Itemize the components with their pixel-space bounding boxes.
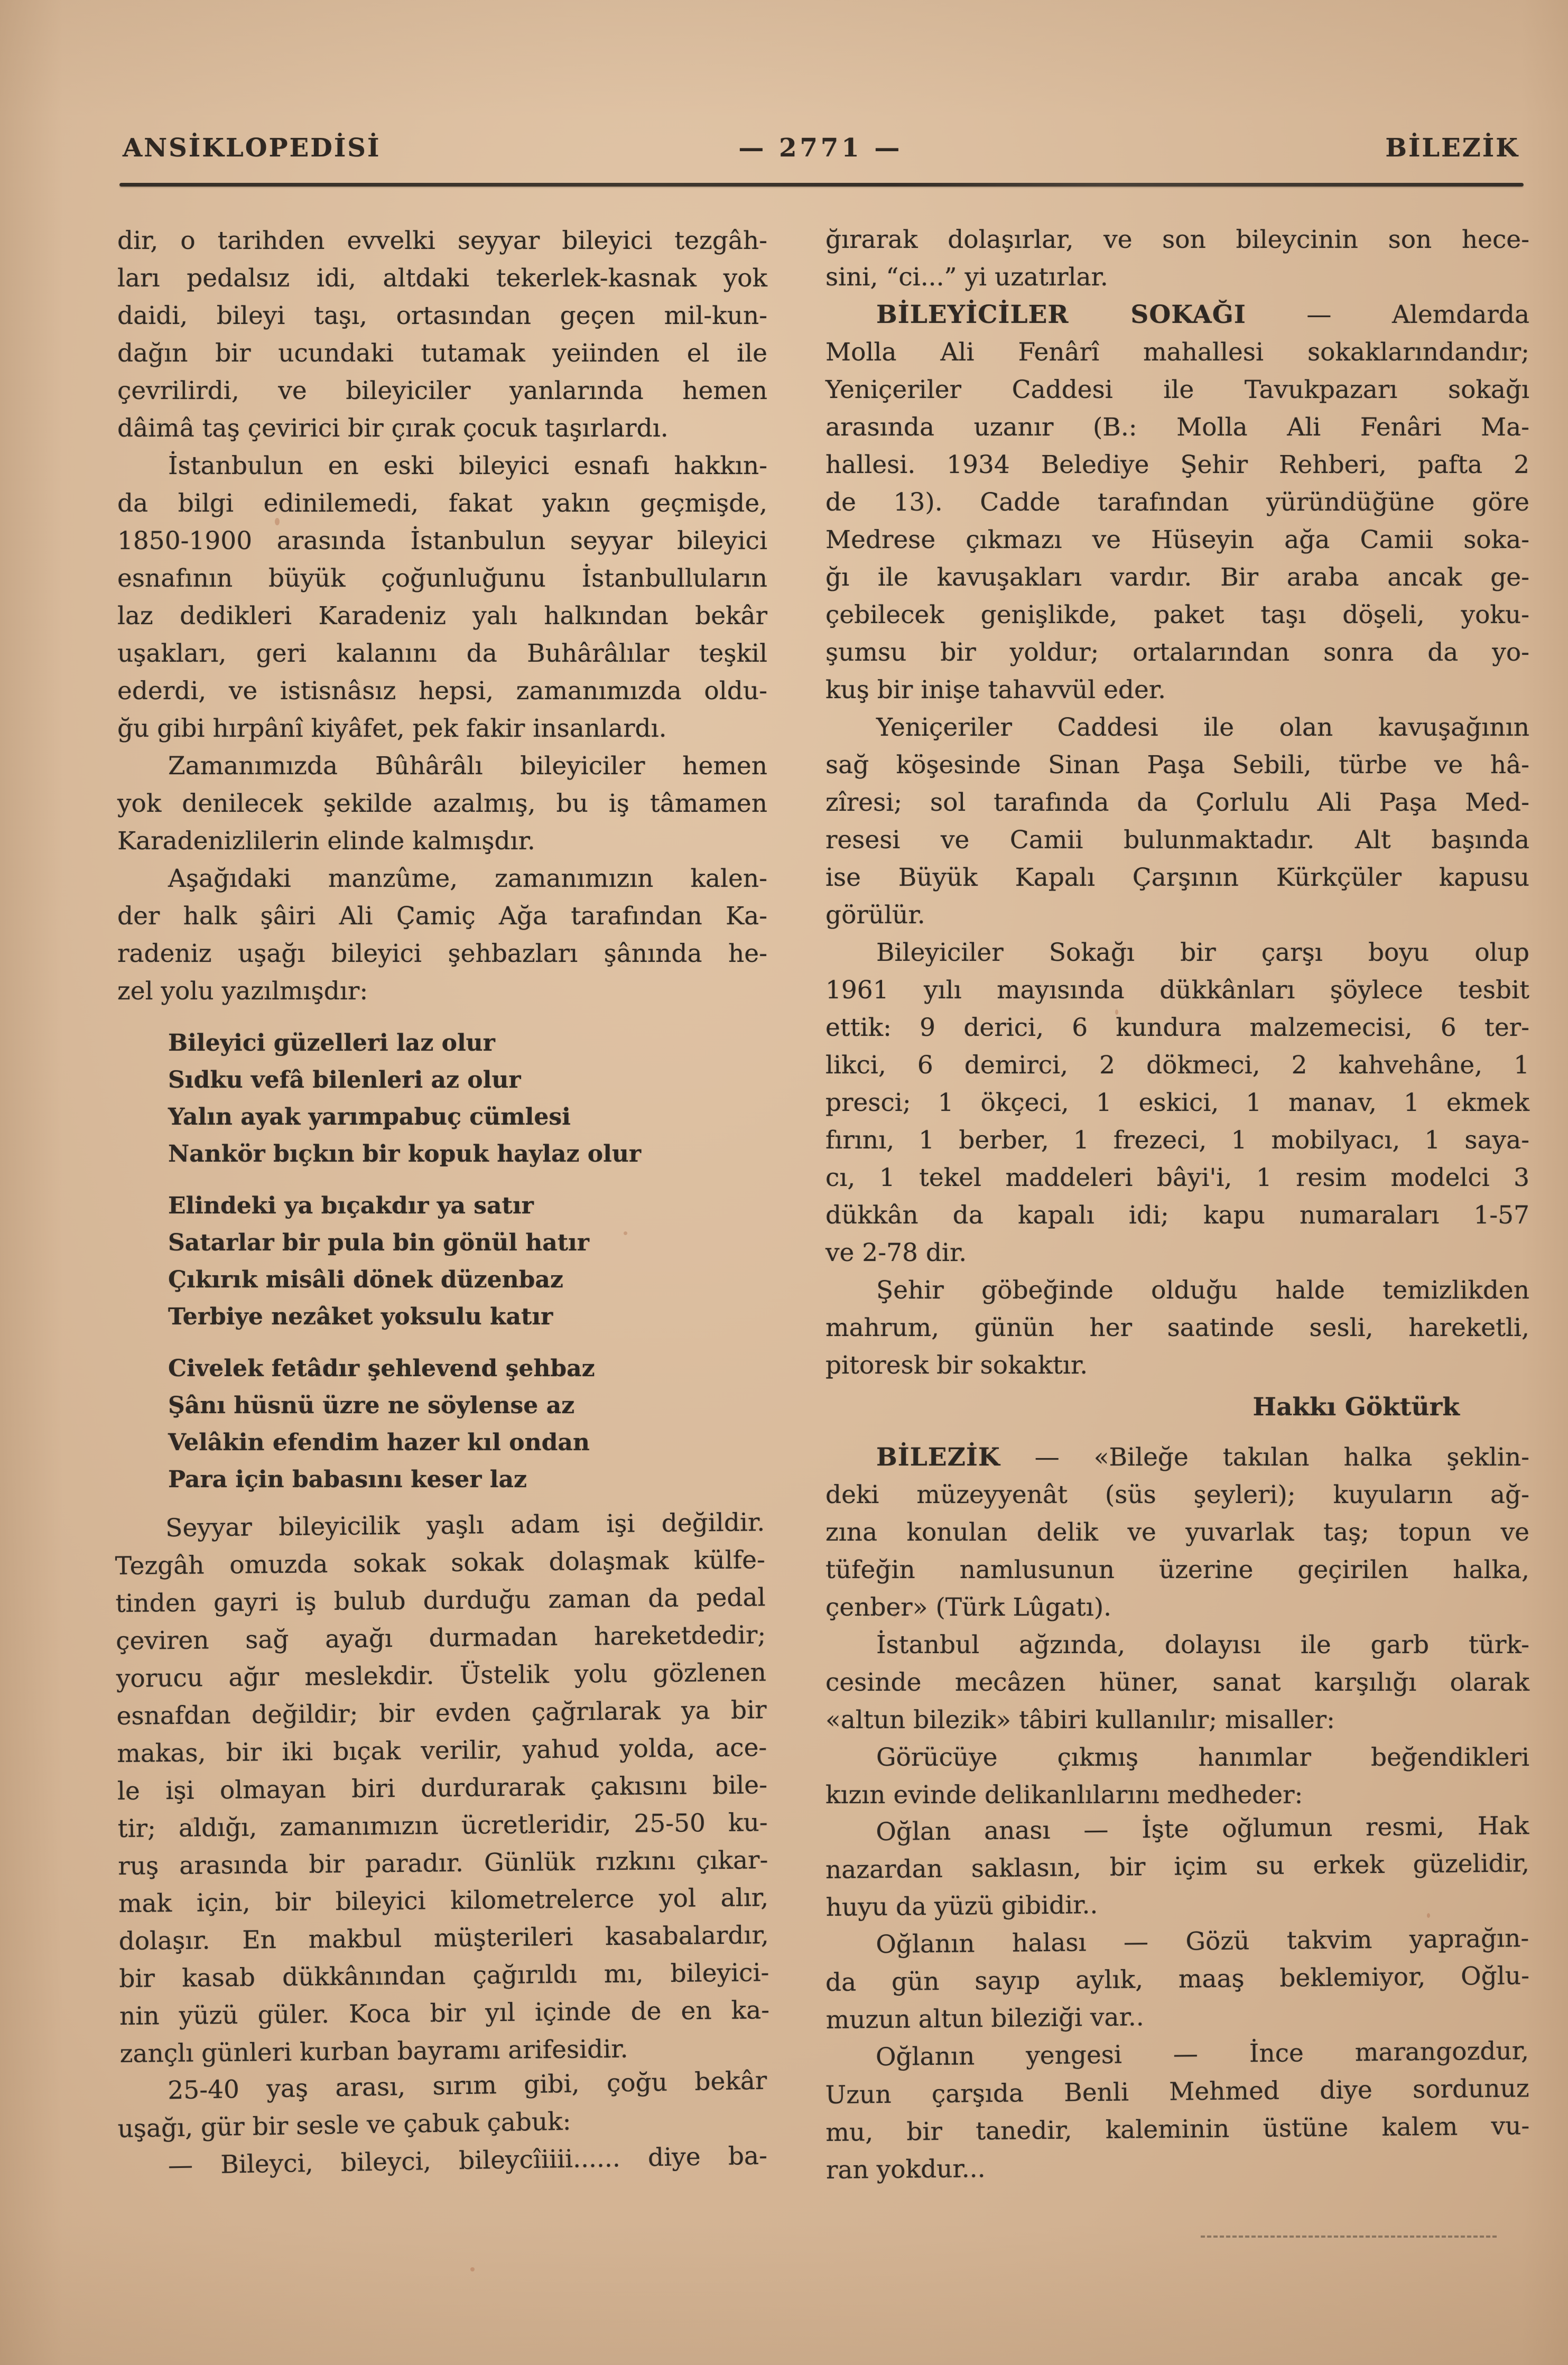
- paper-fleck: [470, 2267, 475, 2271]
- author-signature: Hakkı Göktürk: [1252, 1393, 1460, 1422]
- text-line: zîresi; sol tarafında da Çorlulu Ali Paşa Med-: [825, 788, 1529, 817]
- text-line: ları pedalsız idi, altdaki tekerlek-kasnak yok: [117, 264, 767, 293]
- paragraph: [825, 709, 1529, 934]
- text-line: da gün sayıp aylık, maaş beklemiyor, Oğlu-: [825, 1961, 1530, 1997]
- text-line: zançlı günleri kurban bayramı arifesidir.: [119, 2034, 628, 2069]
- paragraph: [117, 747, 767, 860]
- text-line: fırını, 1 berber, 1 frezeci, 1 mobilyacı, 1 saya-: [825, 1126, 1529, 1155]
- left-column: [115, 222, 770, 2185]
- text-line: nazardan saklasın, bir içim su erkek güzelidir,: [825, 1849, 1530, 1885]
- text-line: cı, 1 tekel maddeleri bâyi'i, 1 resim modelci 3: [825, 1163, 1529, 1192]
- poem-line: Bileyici güzelleri laz olur: [168, 1030, 495, 1056]
- text-line: le işi olmayan biri durdurarak çakısını bile-: [117, 1770, 768, 1806]
- entry-bilezik: [825, 1439, 1529, 1626]
- text-line: mu, bir tanedir, kaleminin üstüne kalem vu-: [825, 2111, 1530, 2147]
- poem-line: Yalın ayak yarımpabuç cümlesi: [168, 1103, 571, 1130]
- text-line: daidi, bileyi taşı, ortasından geçen mil-kun-: [117, 301, 767, 330]
- text-line: ve 2-78 dir.: [825, 1238, 967, 1267]
- text-line: Seyyar bileyicilik yaşlı adam işi değildir.: [165, 1508, 765, 1543]
- text-line: arasında uzanır (B.: Molla Ali Fenâri Ma-: [825, 413, 1529, 442]
- poem-line: Para için babasını keser laz: [168, 1466, 527, 1493]
- text-line: Aşağıdaki manzûme, zamanımızın kalen-: [168, 864, 767, 893]
- text-line: zel yolu yazılmışdır:: [117, 977, 368, 1006]
- text-line: Oğlanın halası — Gözü takvim yaprağın-: [876, 1924, 1529, 1960]
- text-line: laz dedikleri Karadeniz yalı halkından bekâr: [117, 601, 767, 630]
- text-line: uşakları, geri kalanını da Buhârâlılar teşkil: [117, 639, 767, 668]
- text-line: radeniz uşağı bileyici şehbazları şânında he-: [117, 939, 767, 968]
- paragraph: [117, 222, 767, 447]
- paragraph: [825, 934, 1529, 1272]
- text-line: uşağı, gür bir sesle ve çabuk çabuk:: [117, 2107, 571, 2144]
- text-line: sini, “ci...” yi uzatırlar.: [825, 263, 1108, 292]
- paragraph: [117, 2062, 768, 2148]
- text-line: tir; aldığı, zamanımızın ücretleridir, 25-50 ku-: [117, 1808, 768, 1843]
- poem-line: Çıkırık misâli dönek düzenbaz: [168, 1266, 563, 1293]
- text-line: hallesi. 1934 Belediye Şehir Rehberi, pafta 2: [825, 450, 1529, 479]
- text-line: — Bileyci, bileyci, bileycîiiii...... diye ba-: [168, 2141, 768, 2181]
- text-line: Tezgâh omuzda sokak sokak dolaşmak külfe-: [115, 1545, 766, 1581]
- paragraph: [825, 221, 1529, 296]
- text-line: dolaşır. En makbul müşterileri kasabalardır,: [118, 1921, 769, 1956]
- text-line: Molla Ali Fenârî mahallesi sokaklarındandır;: [825, 338, 1529, 367]
- text-line: mahrum, günün her saatinde sesli, hareketli,: [825, 1313, 1529, 1342]
- poem-stanza: [168, 1025, 767, 1173]
- poem-line: Terbiye nezâket yoksulu katır: [168, 1303, 553, 1330]
- text-line: çeviren sağ ayağı durmadan hareketdedir;: [116, 1620, 766, 1656]
- text-line: kızın evinde delikanlılarını medheder:: [825, 1780, 1303, 1810]
- entry-lead-rest: — «Bileğe takılan halka şeklin-: [1000, 1443, 1529, 1472]
- paragraph: [825, 1626, 1529, 1739]
- text-line: ğı ile kavuşakları vardır. Bir araba ancak ge-: [825, 563, 1529, 592]
- poem-stanza: [168, 1350, 767, 1498]
- paragraph: [825, 1739, 1529, 1814]
- text-line: presci; 1 ökçeci, 1 eskici, 1 manav, 1 ekmek: [825, 1088, 1529, 1117]
- text-line: esnafdan değildir; bir evden çağrılarak ya bir: [116, 1695, 767, 1731]
- page-header: [123, 133, 1519, 163]
- text-line: da bilgi edinilemedi, fakat yakın geçmişde,: [117, 489, 767, 518]
- header-article-title: BİLEZİK: [1385, 133, 1519, 163]
- text-line: ise Büyük Kapalı Çarşının Kürkçüler kapusu: [825, 863, 1529, 892]
- text-line: «altun bilezik» tâbiri kullanılır; misaller:: [825, 1705, 1335, 1735]
- text-line: 25-40 yaş arası, sırım gibi, çoğu bekâr: [167, 2066, 767, 2106]
- text-line: Bileyiciler Sokağı bir çarşı boyu olup: [876, 938, 1529, 967]
- poem-stanza: [168, 1188, 767, 1335]
- text-line: çevrilirdi, ve bileyiciler yanlarında hemen: [117, 376, 767, 405]
- text-line: bir kasab dükkânından çağırıldı mı, bileyici-: [119, 1958, 769, 1993]
- poem-line: Elindeki ya bıçakdır ya satır: [168, 1192, 534, 1219]
- entry-bileyiciler-sokagi: [825, 296, 1529, 709]
- text-line: Oğlan anası — İşte oğlumun resmi, Hak: [876, 1811, 1529, 1847]
- text-line: ğu gibi hırpânî kiyâfet, pek fakir insanlardı.: [117, 714, 667, 743]
- text-line: Yeniçeriler Caddesi ile Tavukpazarı sokağı: [825, 375, 1529, 404]
- article-end-rule: [1201, 2236, 1497, 2238]
- text-line: ran yokdur...: [825, 2154, 986, 2185]
- text-line: görülür.: [825, 901, 925, 930]
- header-page-number: — 2771 —: [738, 133, 903, 163]
- text-line: ettik: 9 derici, 6 kundura malzemecisi, 6 ter-: [825, 1013, 1529, 1042]
- entry-title: BİLEZİK: [876, 1443, 1000, 1472]
- poem-line: Sıdku vefâ bilenleri az olur: [168, 1066, 521, 1093]
- paragraph: [115, 1504, 770, 2073]
- text-line: Şehir göbeğinde olduğu halde temizlikden: [876, 1276, 1529, 1305]
- text-line: dükkân da kapalı idi; kapu numaraları 1-57: [825, 1201, 1529, 1230]
- poem-line: Satarlar bir pula bin gönül hatır: [168, 1229, 589, 1256]
- header-rule: [119, 183, 1524, 187]
- right-column: [825, 221, 1529, 2189]
- text-line: huyu da yüzü gibidir..: [825, 1890, 1098, 1922]
- text-line: Yeniçeriler Caddesi ile olan kavuşağının: [876, 713, 1529, 742]
- poem-line: Civelek fetâdır şehlevend şehbaz: [168, 1355, 595, 1382]
- poem-line: Nankör bıçkın bir kopuk haylaz olur: [168, 1140, 642, 1167]
- text-line: 1850-1900 arasında İstanbulun seyyar bileyici: [117, 526, 767, 555]
- text-line: Görücüye çıkmış hanımlar beğendikleri: [876, 1743, 1529, 1772]
- text-line: 1961 yılı mayısında dükkânları şöylece tesbit: [825, 976, 1529, 1005]
- text-line: tinden gayri iş bulub durduğu zaman da pedal: [115, 1583, 766, 1619]
- text-line: Karadenizlilerin elinde kalmışdır.: [117, 827, 535, 856]
- paragraph: [117, 860, 767, 1010]
- text-line: Uzun çarşıda Benli Mehmed diye sordunuz: [825, 2074, 1529, 2110]
- text-line: Oğlanın yengesi — İnce marangozdur,: [875, 2036, 1529, 2072]
- text-line: Medrese çıkmazı ve Hüseyin ağa Camii soka-: [825, 525, 1529, 554]
- text-line: nin yüzü güler. Koca bir yıl içinde de en ka-: [119, 1996, 770, 2031]
- paragraph: [117, 447, 767, 747]
- text-line: mak için, bir bileyici kilometrelerce yol alır,: [118, 1883, 769, 1918]
- text-line: İstanbulun en eski bileyici esnafı hakkın-: [168, 451, 767, 480]
- paragraph: [825, 1919, 1530, 2039]
- poem-line: Şânı hüsnü üzre ne söylense az: [168, 1392, 575, 1419]
- text-line: cesinde mecâzen hüner, sanat karşılığı olarak: [825, 1668, 1529, 1697]
- text-line: dağın bir ucundaki tutamak yeiinden el ile: [117, 339, 767, 368]
- entry-title: BİLEYİCİLER SOKAĞI: [876, 300, 1246, 329]
- text-line: likci, 6 demirci, 2 dökmeci, 2 kahvehâne, 1: [825, 1051, 1529, 1080]
- text-line: sağ köşesinde Sinan Paşa Sebili, türbe ve hâ-: [825, 750, 1529, 780]
- poem: [168, 1025, 767, 1498]
- paragraph: [825, 1807, 1530, 1926]
- text-line: resesi ve Camii bulunmaktadır. Alt başında: [825, 826, 1529, 855]
- entry-lead-rest: — Alemdarda: [1246, 300, 1529, 329]
- text-line: muzun altun bileziği var..: [825, 2002, 1144, 2035]
- text-line: tüfeğin namlusunun üzerine geçirilen halka,: [825, 1555, 1529, 1584]
- text-line: ruş arasında bir paradır. Günlük rızkını çıkar-: [118, 1845, 768, 1881]
- text-line: deki müzeyyenât (süs şeyleri); kuyuların ağ-: [825, 1480, 1529, 1509]
- text-line: zına konulan delik ve yuvarlak taş; topun ve: [825, 1518, 1529, 1547]
- entry-lead-line: [825, 1439, 1529, 1476]
- text-line: der halk şâiri Ali Çamiç Ağa tarafından Ka-: [117, 902, 767, 931]
- header-publication: ANSİKLOPEDİSİ: [123, 133, 381, 163]
- text-line: de 13). Cadde tarafından yüründüğüne göre: [825, 488, 1529, 517]
- text-line: İstanbul ağzında, dolayısı ile garb türk-: [876, 1630, 1529, 1659]
- text-line: çebilecek genişlikde, paket taşı döşeli, yoku-: [825, 600, 1529, 629]
- text-line: kuş bir inişe tahavvül eder.: [825, 675, 1166, 704]
- text-line: ğırarak dolaşırlar, ve son bileycinin son hece-: [825, 225, 1529, 254]
- text-line: dâimâ taş çevirici bir çırak çocuk taşırlardı.: [117, 414, 669, 443]
- text-line: Zamanımızda Bûhârâlı bileyiciler hemen: [168, 752, 767, 781]
- paragraph: [825, 1272, 1529, 1384]
- poem-line: Velâkin efendim hazer kıl ondan: [168, 1429, 590, 1456]
- text-line: dir, o tarihden evvelki seyyar bileyici tezgâh-: [117, 226, 767, 255]
- entry-lead-line: [825, 296, 1529, 333]
- text-line: pitoresk bir sokaktır.: [825, 1351, 1088, 1380]
- paragraph: [825, 2032, 1530, 2189]
- text-line: yorucu ağır meslekdir. Üstelik yolu gözlenen: [116, 1658, 767, 1694]
- text-line: makas, bir iki bıçak verilir, yahud yolda, ace-: [117, 1733, 767, 1769]
- text-line: esnafının büyük çoğunluğunu İstanbulluların: [117, 564, 767, 593]
- text-line: şumsu bir yoldur; ortalarından sonra da yo-: [825, 638, 1529, 667]
- text-line: yok denilecek şekilde azalmış, bu iş tâmamen: [117, 789, 767, 818]
- text-line: çenber» (Türk Lûgatı).: [825, 1593, 1112, 1622]
- text-line: ederdi, ve istisnâsız hepsi, zamanımızda oldu-: [117, 676, 767, 706]
